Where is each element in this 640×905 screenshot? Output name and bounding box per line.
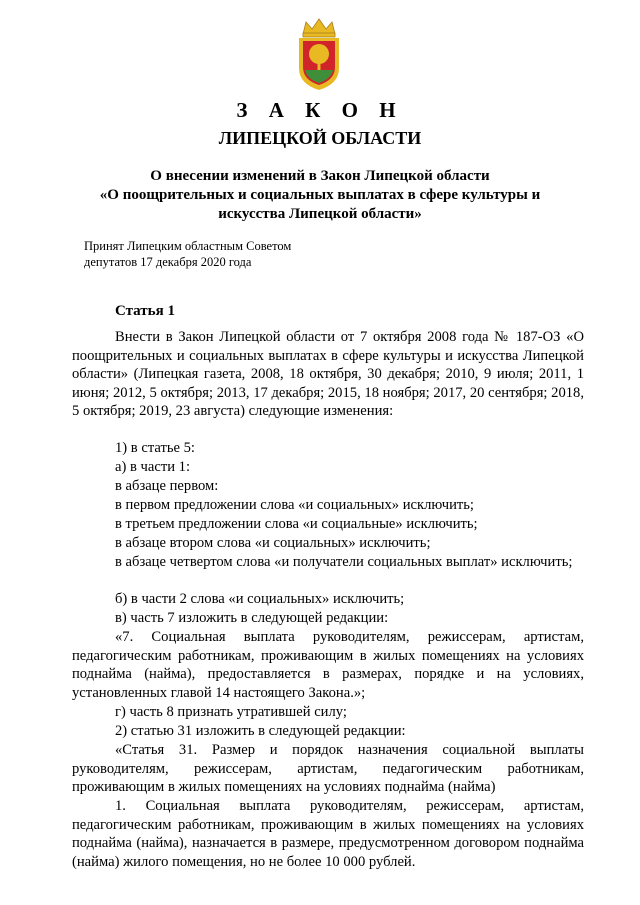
article-paragraph: в абзаце четвертом слова «и получатели социальных выплат» исключить; bbox=[115, 554, 573, 570]
law-heading-line: «О поощрительных и социальных выплатах в сфере культуры и bbox=[99, 187, 541, 203]
adoption-note bbox=[84, 238, 291, 270]
article-paragraph: а) в части 1: bbox=[115, 459, 191, 475]
article-paragraph: «7. Социальная выплата руководителям, режиссерам, артистам, педагогическим работникам, проживающим в жилых помещениях на условиях поднайма (найма), предоставляется в размерах, порядке и на условиях, установленных главой 14 настоящего Закона.»; bbox=[72, 629, 584, 701]
article-title: Статья 1 bbox=[115, 303, 175, 319]
document-subtitle: ЛИПЕЦКОЙ ОБЛАСТИ bbox=[218, 128, 422, 148]
law-heading-line: О внесении изменений в Закон Липецкой области bbox=[150, 168, 490, 184]
adoption-line: депутатов 17 декабря 2020 года bbox=[84, 255, 252, 269]
article-paragraph: б) в части 2 слова «и социальных» исключить; bbox=[115, 591, 405, 607]
coat-of-arms-emblem bbox=[293, 16, 345, 92]
article-paragraph: в абзаце втором слова «и социальных» исключить; bbox=[115, 535, 431, 551]
article-paragraph: в абзаце первом: bbox=[115, 478, 219, 494]
document-title: З А К О Н bbox=[236, 98, 404, 122]
article-paragraph: в третьем предложении слова «и социальные» исключить; bbox=[115, 516, 478, 532]
law-heading bbox=[80, 167, 560, 224]
article-paragraph: г) часть 8 признать утратившей силу; bbox=[115, 704, 347, 720]
law-heading-line: искусства Липецкой области» bbox=[218, 206, 422, 222]
adoption-line: Принят Липецким областным Советом bbox=[84, 239, 292, 253]
article-paragraph: в) часть 7 изложить в следующей редакции: bbox=[115, 610, 389, 626]
article-paragraph: «Статья 31. Размер и порядок назначения социальной выплаты руководителям, режиссерам, артистам, педагогическим работникам, проживающим в жилых помещениях на условиях поднайма (найма) bbox=[72, 742, 584, 796]
article-paragraph: 1. Социальная выплата руководителям, режиссерам, артистам, педагогическим работникам, проживающим в жилых помещениях на условиях поднайма (найма), назначается в размере, предусмотренном договором поднайма (найма) жилого помещения, но не более 10 000 рублей. bbox=[72, 798, 584, 870]
article-paragraph: 1) в статье 5: bbox=[115, 440, 195, 456]
article-paragraph: 2) статью 31 изложить в следующей редакции: bbox=[115, 723, 406, 739]
article-paragraph: в первом предложении слова «и социальных» исключить; bbox=[115, 497, 474, 513]
article-paragraph: Внести в Закон Липецкой области от 7 октября 2008 года № 187-ОЗ «О поощрительных и социальных выплатах в сфере культуры и искусства Липецкой области» (Липецкая газета, 2008, 18 октября, 30 декабря; 2010, 9 июля; 2011, 1 июня; 2012, 5 октября; 2013, 17 декабря; 2015, 18 ноября; 2017, 20 сентября; 2018, 5 октября; 2019, 23 августа) следующие изменения: bbox=[72, 329, 584, 420]
